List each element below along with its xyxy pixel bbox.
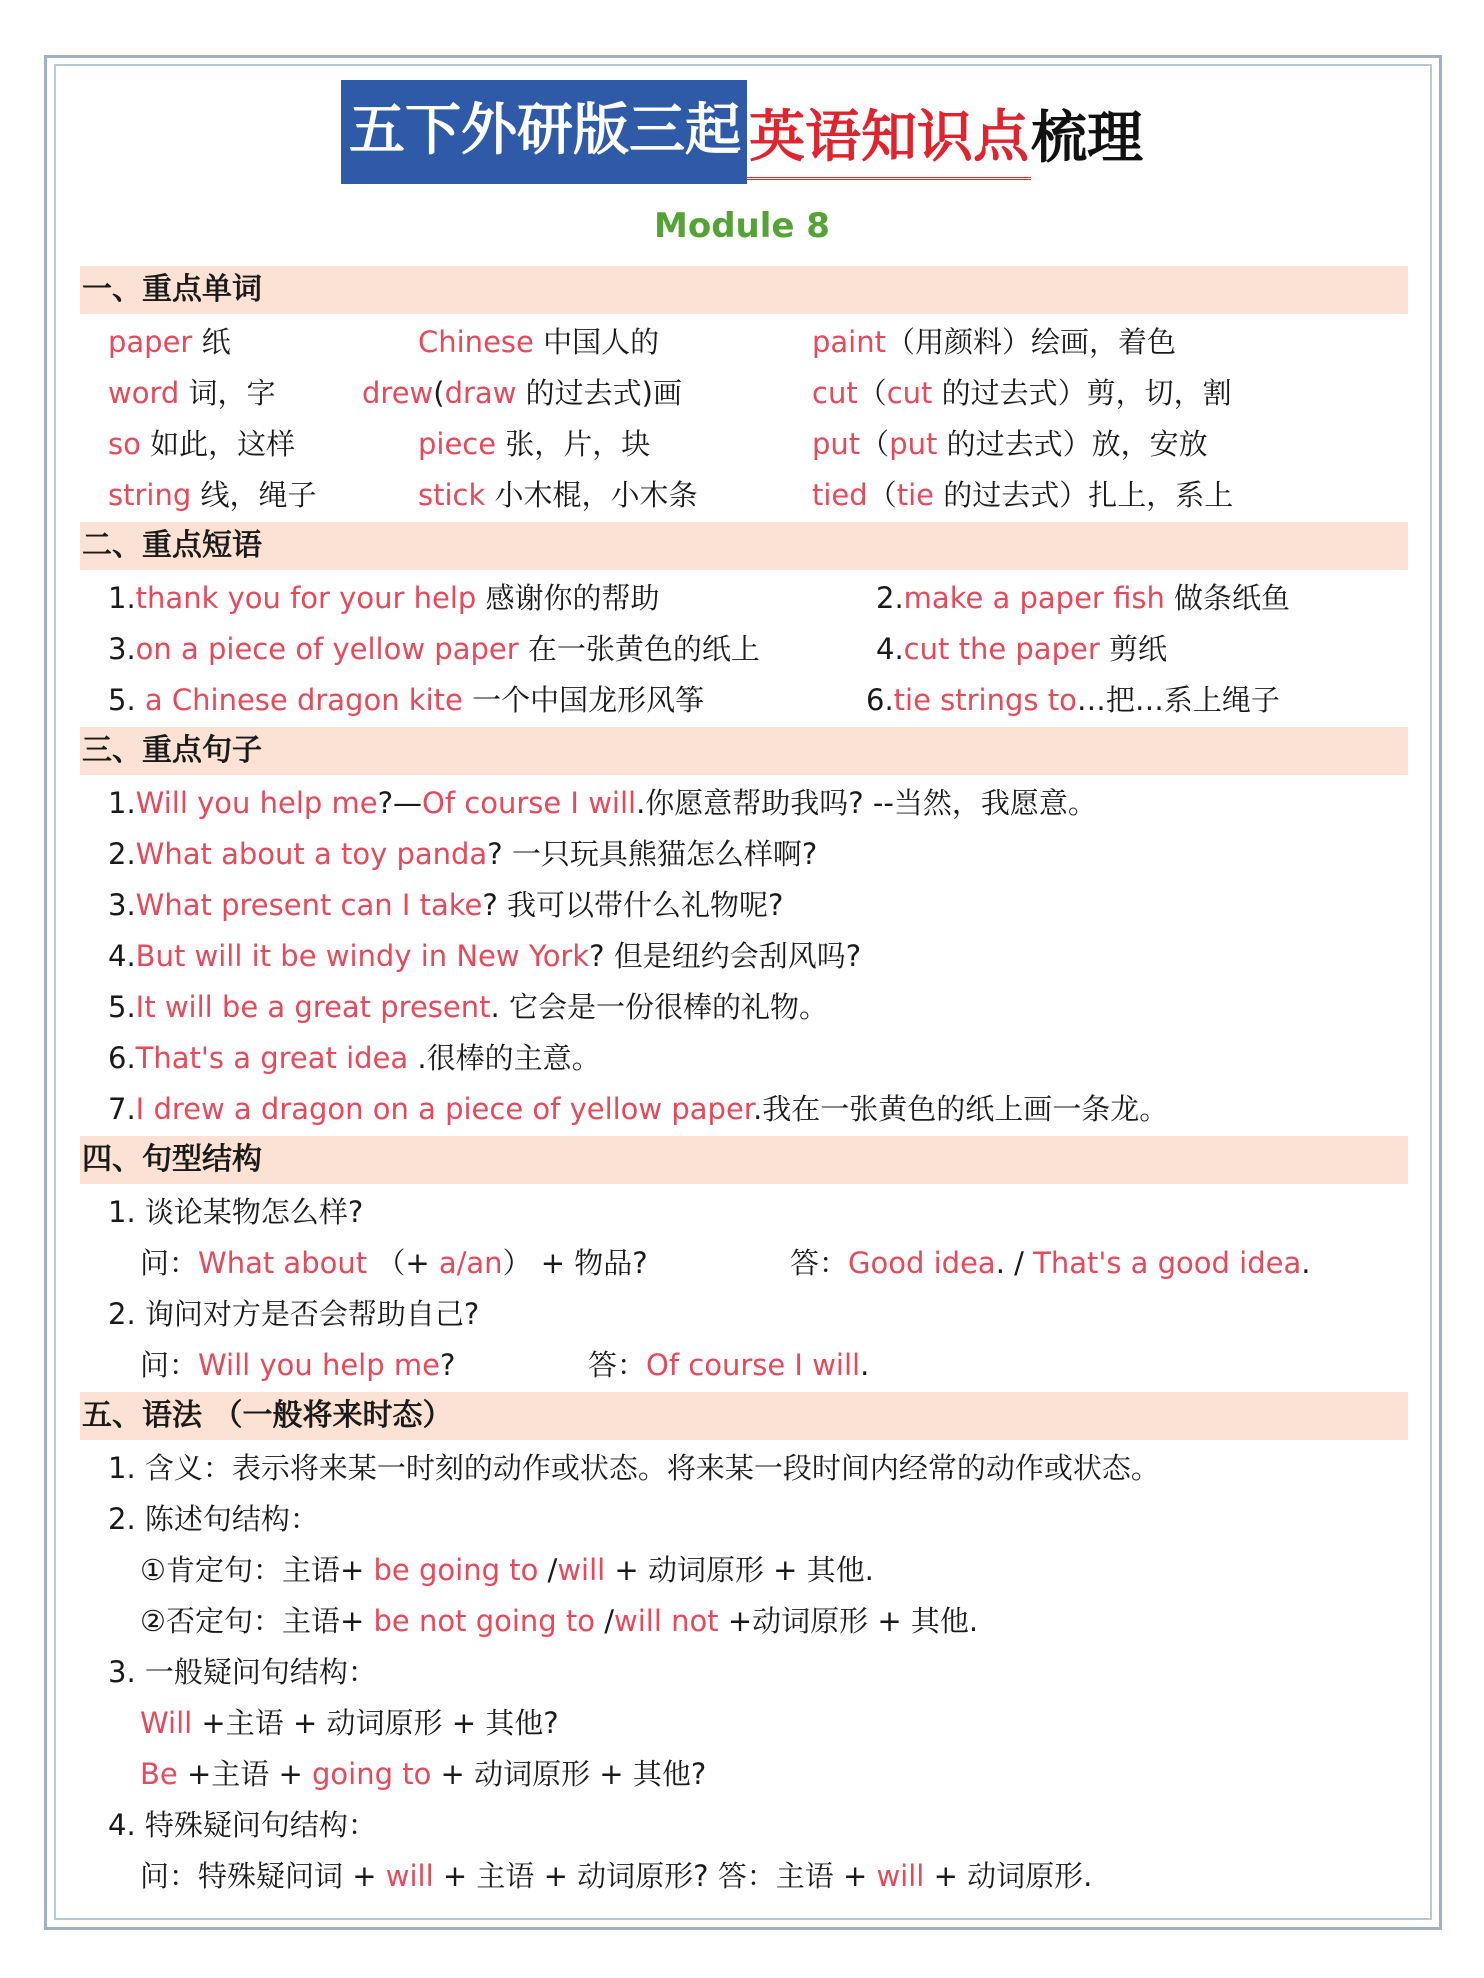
pattern-answer: 答：Of course I will.	[588, 1348, 870, 1382]
word-item: tied（tie 的过去式）扎上，系上	[812, 478, 1234, 512]
word-item: Chinese 中国人的	[418, 325, 660, 359]
title-red-part: 英语知识点	[747, 99, 1031, 180]
phrase-item: 1.thank you for your help 感谢你的帮助	[108, 581, 660, 615]
sentence-item: 7.I drew a dragon on a piece of yellow paper.我在一张黄色的纸上画一条龙。	[108, 1092, 1169, 1126]
phrase-item: 6.tie strings to…把…系上绳子	[866, 683, 1280, 717]
pattern-answer: 答：Good idea. / That's a good idea.	[790, 1246, 1311, 1280]
word-item: word 词，字	[108, 376, 276, 410]
phrase-item: 3.on a piece of yellow paper 在一张黄色的纸上	[108, 632, 760, 666]
pattern-question: 问：What about （+ a/an） + 物品?	[140, 1246, 648, 1280]
word-item: stick 小木棍，小木条	[418, 478, 698, 512]
module-heading: Module 8	[654, 206, 830, 246]
phrase-item: 5. a Chinese dragon kite 一个中国龙形风筝	[108, 683, 705, 717]
grammar-negative: ②否定句：主语+ be not going to /will not +动词原形 + 其他.	[140, 1604, 979, 1638]
sentence-item: 2.What about a toy panda? 一只玩具熊猫怎么样啊?	[108, 837, 818, 871]
phrase-item: 2.make a paper fish 做条纸鱼	[876, 581, 1291, 615]
grammar-question-title: 3. 一般疑问句结构：	[108, 1655, 377, 1689]
grammar-question-will: Will +主语 + 动词原形 + 其他?	[140, 1706, 559, 1740]
page-title	[0, 80, 1484, 184]
title-blue-part: 五下外研版三起	[341, 80, 747, 184]
section-heading-phrases: 二、重点短语	[80, 522, 1408, 570]
sentence-item: 6.That's a great idea .很棒的主意。	[108, 1041, 601, 1075]
grammar-special-title: 4. 特殊疑问句结构：	[108, 1808, 377, 1842]
pattern-question: 问：Will you help me?	[140, 1348, 456, 1382]
word-item: put（put 的过去式）放，安放	[812, 427, 1208, 461]
section-heading-grammar: 五、语法 （一般将来时态）	[80, 1392, 1408, 1440]
pattern-title: 1. 谈论某物怎么样?	[108, 1195, 364, 1229]
grammar-question-be: Be +主语 + going to + 动词原形 + 其他?	[140, 1757, 707, 1791]
section-heading-sentences: 三、重点句子	[80, 727, 1408, 775]
word-item: cut（cut 的过去式）剪，切，割	[812, 376, 1232, 410]
word-item: paint（用颜料）绘画，着色	[812, 325, 1177, 359]
title-black-part: 梳理	[1031, 106, 1143, 171]
word-item: drew(draw 的过去式)画	[362, 376, 682, 410]
section-heading-words: 一、重点单词	[80, 266, 1408, 314]
sentence-item: 5.It will be a great present. 它会是一份很棒的礼物。	[108, 990, 828, 1024]
sentence-item: 1.Will you help me?—Of course I will.你愿意帮助我吗? --当然，我愿意。	[108, 786, 1097, 820]
pattern-title: 2. 询问对方是否会帮助自己?	[108, 1297, 480, 1331]
sentence-item: 4.But will it be windy in New York? 但是纽约会刮风吗?	[108, 939, 862, 973]
word-item: paper 纸	[108, 325, 231, 359]
word-item: string 线，绳子	[108, 478, 317, 512]
grammar-special-structure: 问：特殊疑问词 + will + 主语 + 动词原形? 答：主语 + will + 动词原形.	[140, 1859, 1093, 1893]
section-heading-patterns: 四、句型结构	[80, 1136, 1408, 1184]
word-item: piece 张，片，块	[418, 427, 651, 461]
grammar-meaning: 1. 含义：表示将来某一时刻的动作或状态。将来某一段时间内经常的动作或状态。	[108, 1451, 1160, 1485]
grammar-declarative-title: 2. 陈述句结构：	[108, 1502, 319, 1536]
phrase-item: 4.cut the paper 剪纸	[876, 632, 1167, 666]
grammar-affirmative: ①肯定句：主语+ be going to /will + 动词原形 + 其他.	[140, 1553, 874, 1587]
sentence-item: 3.What present can I take? 我可以带什么礼物呢?	[108, 888, 784, 922]
word-item: so 如此，这样	[108, 427, 296, 461]
